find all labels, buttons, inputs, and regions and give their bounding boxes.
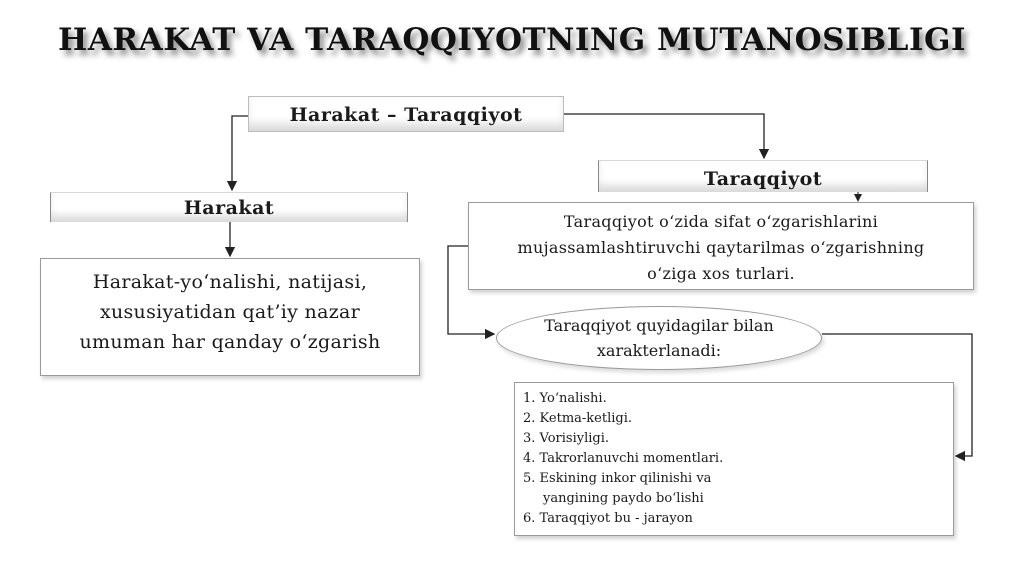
arrow-root-to-taraqqiyot [564,114,764,158]
taraqqiyot-definition-line: mujassamlashtiruvchi qaytarilmas o‘zgarishning [517,238,925,257]
root-node-label: Harakat – Taraqqiyot [289,104,523,126]
taraqqiyot-header [598,160,928,192]
feature-item: 2. Ketma-ketligi. [523,411,633,426]
taraqqiyot-definition-line: Taraqqiyot o‘zida sifat o‘zgarishlarini [563,212,879,231]
taraqqiyot-definition-line: o‘ziga xos turlari. [647,264,795,283]
characterized-line: xarakterlanadi: [596,341,722,360]
feature-item: 5. Eskining inkor qilinishi va [523,471,712,486]
arrow-root-to-harakat [232,116,248,190]
features-list-box [514,382,954,536]
harakat-header-label: Harakat [183,197,275,219]
feature-item: 1. Yo‘nalishi. [523,391,607,406]
feature-item: 3. Vorisiyligi. [523,431,610,446]
feature-item-continuation: yangining paydo bo‘lishi [543,491,704,506]
characterized-line: Taraqqiyot quyidagilar bilan [544,316,774,335]
harakat-definition-line: umuman har qanday o‘zgarish [79,331,381,353]
characterized-ellipse [496,306,822,370]
root-node [248,96,564,132]
feature-item: 6. Taraqqiyot bu - jarayon [523,511,693,526]
harakat-definition-box [40,258,420,376]
taraqqiyot-header-label: Taraqqiyot [703,168,823,190]
harakat-definition-line: xususiyatidan qat’iy nazar [99,301,361,323]
taraqqiyot-definition-box [468,202,974,290]
harakat-header [50,192,408,222]
page-title: HARAKAT VA TARAQQIYOTNING MUTANOSIBLIGI [58,22,966,58]
harakat-definition-line: Harakat-yo‘nalishi, natijasi, [92,271,368,293]
feature-item: 4. Takrorlanuvchi momentlari. [523,451,724,466]
